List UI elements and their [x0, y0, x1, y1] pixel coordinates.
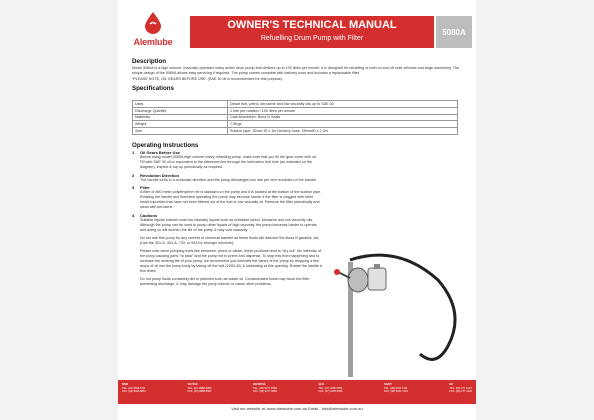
instruction-number: 1 [132, 150, 135, 155]
branch-name: NZ [449, 383, 453, 386]
instruction-title: Revolution Direction [140, 172, 180, 178]
branch-name: QLD [318, 383, 324, 386]
instruction-text: Suitable liquids include most low viscosity liquids such as unleaded petrol, kerosene and low viscosity oils. Although the pump can be used to pump other liquids of high viscosity, the pump becomes harder to operate and doing so will shorten the life of the pump & may void warranty. [140, 217, 317, 232]
contact-footer [118, 380, 476, 404]
operating-instructions [132, 140, 322, 287]
caution-note: Do not use this pump for any solvent or chemical transfer as these fluids will dissolve the Buna N gaskets, etc. (Use the 301-A, 401-A, 733, or 933 for stronger solvents). [140, 235, 320, 245]
spec-key: Materials [133, 114, 228, 121]
branch-contact [319, 383, 343, 394]
description-section [132, 56, 462, 93]
spec-value: Diesel fuel, petrol, kerosene and low viscosity oils up to SAE 30 [228, 101, 458, 108]
branch-tel: TEL: (09) 277 1227 [449, 386, 472, 390]
instruction-number: 4 [132, 212, 135, 218]
branch-fax: FAX: (08) 8344 7222 [384, 390, 408, 393]
instruction-item [132, 213, 322, 233]
oil-drop-icon [144, 12, 162, 34]
instruction-text: Before using model 5080A high volume rotary refuelling pump, make sure that you fill the gear cover with oil. Fill with SAE 30 oil or equivalent to the reference line through the lubrication bolt hole (as indicated on the diagram), inspect & top up periodically as required. [140, 155, 317, 169]
instruction-item [132, 185, 322, 210]
manual-title: OWNER'S TECHNICAL MANUAL [227, 19, 397, 31]
instruction-text: A filter of #60 mesh polyethylene net is standard on the pump and it is located at the bottom of the suction pipe. Rotating the handle and therefore operating the pump may become harder if the filter is clogged with other small impurities that have not been filtered out of the fuel or low viscosity oil. Remove the filter periodically and clean with kerosene. [140, 190, 322, 209]
branch-name: NSW [122, 383, 129, 386]
branch-contact [450, 383, 473, 394]
spec-value: Suction pipe: 32mm ID x 1m Delivery hose: 25mmID x 2.2m [228, 128, 458, 135]
description-note: *PLEASE NOTE, OIL GEARS BEFORE USE. (SAE 30 oil is recommended for this purpose). [132, 77, 284, 82]
manual-subtitle: Refuelling Drum Pump with Filter [260, 35, 364, 42]
spec-value: 1 litre per rotation / 100 litres per minute [228, 107, 458, 114]
branch-contact [122, 383, 146, 394]
instruction-item [132, 173, 322, 183]
table-row [133, 107, 458, 114]
table-row [133, 114, 458, 121]
branch-fax: FAX: (07) 3205 6666 [318, 390, 343, 393]
manual-page [118, 0, 476, 420]
branch-tel: TEL: (03) 9888 8980 [187, 386, 212, 390]
table-row [133, 101, 458, 108]
instruction-number: 3 [132, 185, 135, 190]
operating-heading: Operating Instructions [132, 142, 199, 149]
branch-fax: FAX: (09) 277 1226 [449, 390, 472, 393]
branch-name: WA/NT/SA [253, 383, 266, 386]
branch-fax: FAX: (03) 9888 8983 [187, 390, 212, 393]
branch-fax: FAX: (08) 9277 6866 [253, 390, 277, 393]
branch-contact [253, 383, 277, 394]
instruction-text: The handle turns in a clockwise direction and the pump discharges one litre per one revolution of the handle. [140, 177, 317, 182]
model-number: 5080A [436, 16, 472, 48]
branch-tel: TEL: (08) 8344 7111 [384, 386, 408, 390]
specifications-table [132, 100, 458, 135]
branch-name: VIC/TAS [187, 383, 198, 386]
lubrication-note: Please note when pumping fuels like kerosene, petrol or diesel, these products tend to "dry out" the internals of the pump causing parts "to stick" and the pump not to prime and dispense. To stop this from happening and to increase the working life of your pump, we recommend you lubricate the vanes of the pump by dropping a few drops of oil into the pump body by taking off the bolt (2000-42) & lubricating at this opening. Rotate the handle a few times. [140, 248, 322, 273]
branch-tel: TEL: (08) 9277 6599 [253, 386, 277, 390]
spec-key: Discharge Quantity [133, 107, 228, 114]
instruction-item [132, 150, 322, 170]
contamination-note: Do not pump fluids containing dirt or particles such as waste oil. Contaminated fluids may block the filter, preventing discharge, & may damage the pump interior or cause other problems. [140, 276, 311, 286]
header [118, 10, 476, 52]
instruction-number: 2 [132, 172, 135, 178]
branch-fax: FAX: (02) 9698 8851 [122, 390, 146, 393]
spec-value: Cast Aluminium, Buna N Seals [228, 114, 458, 121]
specifications-heading: Specifications [132, 84, 174, 92]
spec-key: Uses [133, 101, 228, 108]
instruction-title: Cautions [140, 212, 158, 218]
branch-name: SA/NT [384, 383, 392, 386]
instruction-title: Oil Gears Before Use [140, 150, 181, 155]
description-heading: Description [132, 58, 167, 65]
description-text: Model 5080A is a high volume, manually operated rotary action drum pump that delivers up to 100 litres per minute. It is designed for refuelling of both on and off road vehicles and large machinery. The simple design of the 5080A allows easy servicing if required. The pump comes complete with delivery hose and includes a replaceable filter. [132, 66, 460, 76]
table-row [133, 121, 458, 128]
website-link[interactable]: Visit our website at: www.alemlube.com.au Email - info@alemlube.com.au [231, 406, 363, 411]
drum-pump-illustration [328, 250, 468, 380]
spec-value: 7.5Kgs [228, 121, 458, 128]
branch-contact [384, 383, 408, 394]
brand-logo [122, 12, 184, 52]
spec-key: Size [133, 128, 228, 135]
brand-name: Alemlube [133, 37, 173, 47]
branch-contact [188, 383, 212, 394]
title-banner [190, 16, 434, 48]
branch-tel: TEL: (07) 3205 6555 [318, 386, 343, 390]
branch-tel: TEL: (02) 9698 8711 [122, 386, 146, 390]
spec-key: Weight [133, 121, 228, 128]
instruction-title: Filter [140, 185, 150, 190]
branch-list [122, 383, 472, 394]
table-row [133, 128, 458, 135]
